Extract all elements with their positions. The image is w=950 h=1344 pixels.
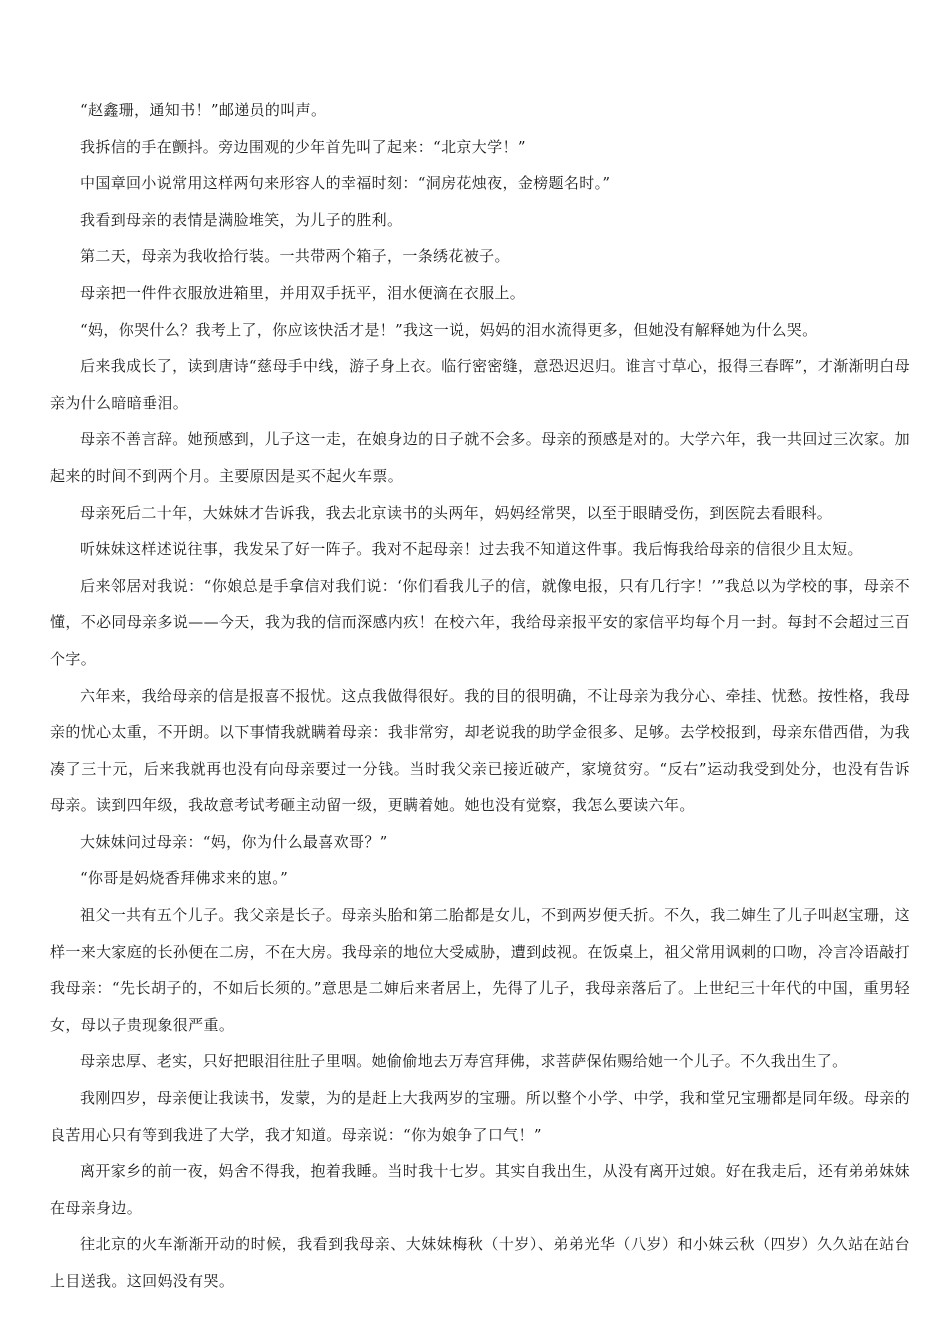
paragraph-10: 母亲死后二十年，大妹妹才告诉我，我去北京读书的头两年，妈妈经常哭，以至于眼睛受伤，到医院去看眼科。 bbox=[80, 503, 833, 522]
paragraph-1: “赵鑫珊，通知书！”邮递员的叫声。 bbox=[80, 101, 327, 119]
paragraph-18: 我刚四岁，母亲便让我读书，发蒙，为的是赶上大我两岁的宝珊。所以整个小学、中学，我和堂兄宝珊都是同年级。母亲的良苦用心只有等到我进了大学，我才知道。母亲说：“你为娘争了口气！” bbox=[50, 1089, 910, 1144]
paragraph-7: “妈，你哭什么？我考上了，你应该快活才是！”我这一说，妈妈的泪水流得更多，但她没有解释她为什么哭。 bbox=[80, 320, 818, 339]
paragraph-8: 后来我成长了，读到唐诗“慈母手中线，游子身上衣。临行密密缝，意恐迟迟归。谁言寸草心，报得三春晖”，才渐渐明白母亲为什么暗暗垂泪。 bbox=[50, 357, 910, 412]
paragraph-15: “你哥是妈烧香拜佛求来的崽。” bbox=[80, 869, 289, 888]
paragraph-19: 离开家乡的前一夜，妈舍不得我，抱着我睡。当时我十七岁。其实自我出生，从没有离开过娘。好在我走后，还有弟弟妹妹在母亲身边。 bbox=[50, 1162, 910, 1217]
paragraph-2: 我拆信的手在颤抖。旁边围观的少年首先叫了起来：“北京大学！” bbox=[80, 137, 526, 156]
paragraph-17: 母亲忠厚、老实，只好把眼泪往肚子里咽。她偷偷地去万寿宫拜佛，求菩萨保佑赐给她一个儿子。不久我出生了。 bbox=[80, 1052, 848, 1071]
paragraph-3: 中国章回小说常用这样两句来形容人的幸福时刻：“洞房花烛夜，金榜题名时。” bbox=[80, 174, 611, 193]
paragraph-16: 祖父一共有五个儿子。我父亲是长子。母亲头胎和第二胎都是女儿，不到两岁便夭折。不久，我二婶生了儿子叫赵宝珊，这样一来大家庭的长孙便在二房，不在大房。我母亲的地位大受威胁，遭到歧视。在饭桌上，祖父常用讽刺的口吻，冷言冷语敲打我母亲：“先长胡子的，不如后长须的。”意思是二婶后来者居上，先得了儿子，我母亲落后了。上世纪三十年代的中国，重男轻女，母以子贵现象很严重。 bbox=[50, 906, 910, 1034]
paragraph-20: 往北京的火车渐渐开动的时候，我看到我母亲、大妹妹梅秋（十岁）、弟弟光华（八岁）和小妹云秋（四岁）久久站在站台上目送我。这回妈没有哭。 bbox=[50, 1235, 910, 1290]
paragraph-11: 听妹妹这样述说往事，我发呆了好一阵子。我对不起母亲！过去我不知道这件事。我后悔我给母亲的信很少且太短。 bbox=[80, 540, 863, 559]
paragraph-6: 母亲把一件件衣服放进箱里，并用双手抚平，泪水便滴在衣服上。 bbox=[80, 283, 526, 302]
paragraph-9: 母亲不善言辞。她预感到，儿子这一走，在娘身边的日子就不会多。母亲的预感是对的。大学六年，我一共回过三次家。加起来的时间不到两个月。主要原因是买不起火车票。 bbox=[50, 430, 910, 485]
paragraph-12: 后来邻居对我说：“你娘总是手拿信对我们说：‘你们看我儿子的信，就像电报，只有几行字！’”我总以为学校的事，母亲不懂，不必同母亲多说——今天，我为我的信而深感内疚！在校六年，我给母亲报平安的家信平均每个月一封。每封不会超过三百个字。 bbox=[50, 576, 910, 668]
paragraph-14: 大妹妹问过母亲：“妈，你为什么最喜欢哥？” bbox=[80, 832, 388, 851]
paragraph-5: 第二天，母亲为我收拾行装。一共带两个箱子，一条绣花被子。 bbox=[80, 247, 510, 266]
article-body bbox=[50, 92, 910, 1300]
paragraph-13: 六年来，我给母亲的信是报喜不报忧。这点我做得很好。我的目的很明确，不让母亲为我分心、牵挂、忧愁。按性格，我母亲的忧心太重，不开朗。以下事情我就瞒着母亲：我非常穷，却老说我的助学金很多、足够。去学校报到，母亲东借西借，为我凑了三十元，后来我就再也没有向母亲要过一分钱。当时我父亲已接近破产，家境贫穷。“反右”运动我受到处分，也没有告诉母亲。读到四年级，我故意考试考砸主动留一级，更瞒着她。她也没有觉察，我怎么要读六年。 bbox=[50, 686, 910, 815]
paragraph-4: 我看到母亲的表情是满脸堆笑，为儿子的胜利。 bbox=[80, 210, 403, 229]
